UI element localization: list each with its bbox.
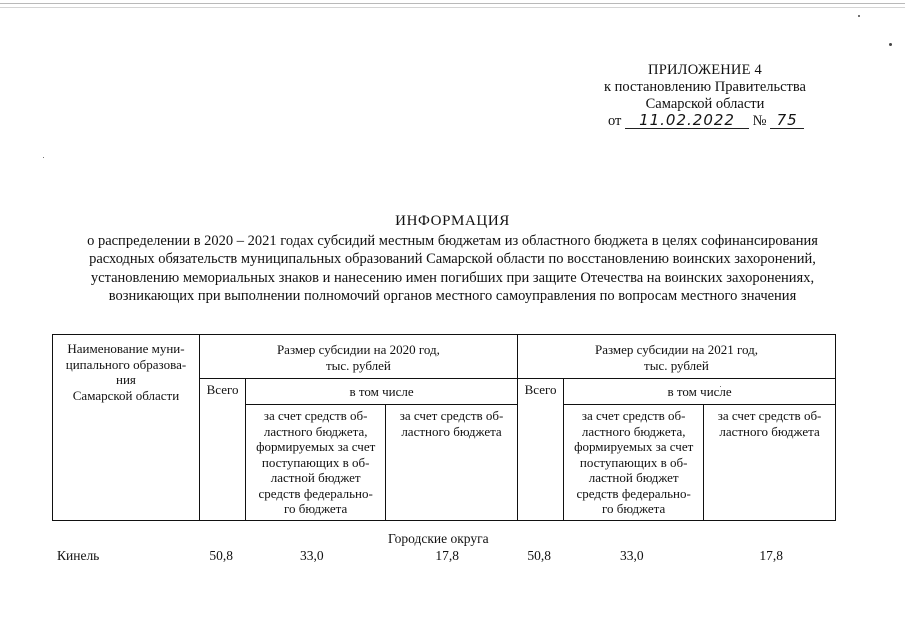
info-desc-line: установлению мемориальных знаков и нанесению имен погибших при защите Отечества на воинских захоронениях, — [90, 269, 815, 286]
number-prefix: № — [752, 113, 767, 129]
handwritten-date: 11.02.2022 — [625, 113, 749, 129]
date-prefix: от — [608, 113, 622, 129]
scan-edge-line — [0, 7, 905, 8]
appendix-line-1: к постановлению Правительства — [604, 79, 806, 95]
info-heading: ИНФОРМАЦИЯ — [395, 213, 510, 229]
header-2021: Размер субсидии на 2021 год, тыс. рублей — [517, 335, 835, 379]
info-description — [20, 232, 885, 306]
header-including-2020: в том числе — [246, 379, 518, 405]
header-regional-2020: за счет средств об- ластного бюджета — [386, 405, 518, 521]
row-regional-2020: 17,8 — [435, 548, 459, 563]
appendix-date-line — [560, 113, 850, 130]
appendix-block — [560, 62, 850, 130]
row-federal-2020: 33,0 — [300, 548, 324, 563]
row-total-2021: 50,8 — [527, 548, 551, 563]
header-regional-2021: за счет средств об- ластного бюджета — [704, 405, 836, 521]
row-federal-2021: 33,0 — [620, 548, 644, 563]
subsidy-table — [52, 334, 836, 521]
appendix-line-2: Самарской области — [645, 96, 765, 112]
header-2020: Размер субсидии на 2020 год, тыс. рублей — [199, 335, 517, 379]
header-federal-2020: за счет средств об- ластного бюджета, формируемых за счет поступающих в об- ластной бюджет средств федерально- го бюджета — [246, 405, 386, 521]
info-desc-line: расходных обязательств муниципальных образований Самарской области по восстановлению воинских захоронений, — [89, 251, 816, 267]
header-total-2021: Всего — [517, 379, 563, 521]
info-desc-line: о распределении в 2020 – 2021 годах субсидий местным бюджетам из областного бюджета в целях софинансирования — [87, 232, 818, 249]
header-total-2020: Всего — [199, 379, 245, 521]
section-label: Городские округа — [388, 531, 489, 546]
scan-speck — [43, 157, 44, 158]
info-desc-line: возникающих при выполнении полномочий органов местного самоуправления по вопросам местного значения — [108, 288, 797, 304]
scan-speck — [889, 43, 892, 46]
row-regional-2021: 17,8 — [759, 548, 783, 563]
row-name: Кинель — [57, 548, 100, 563]
row-total-2020: 50,8 — [209, 548, 233, 563]
scan-edge-line — [0, 3, 905, 4]
info-block — [20, 212, 885, 306]
header-including-2021: в том числе — [564, 379, 836, 405]
header-federal-2021: за счет средств об- ластного бюджета, формируемых за счет поступающих в об- ластной бюджет средств федерально- го бюджета — [564, 405, 704, 521]
header-municipality: Наименование муни- ципального образова- ния Самарской области — [53, 335, 200, 521]
handwritten-number: 75 — [770, 113, 804, 129]
appendix-title: ПРИЛОЖЕНИЕ 4 — [648, 62, 762, 78]
scan-speck — [858, 15, 860, 17]
